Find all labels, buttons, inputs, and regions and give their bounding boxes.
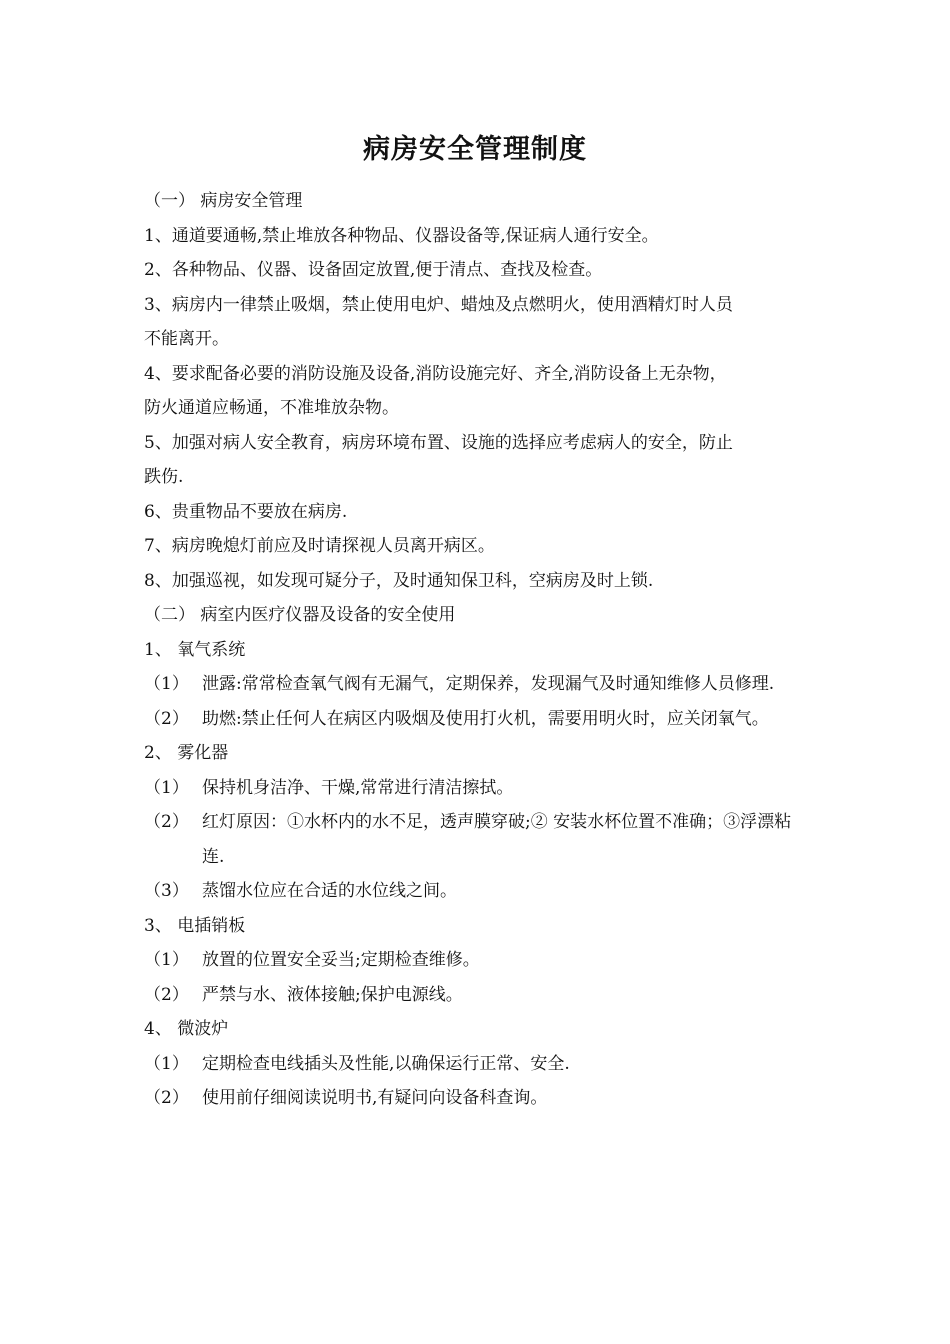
item-number: （2） — [144, 1088, 189, 1108]
item-text: 放置的位置安全妥当;定期检查维修。 — [202, 950, 480, 970]
item-text: 严禁与水、液体接触;保护电源线。 — [202, 984, 463, 1005]
item-number: （2） — [144, 708, 189, 729]
page-title: 病房安全管理制度 — [363, 134, 587, 165]
item-number: （1） — [144, 777, 189, 798]
list-item — [144, 667, 812, 702]
list-item — [144, 943, 812, 978]
list-item — [144, 1047, 812, 1082]
paragraph-line: 6、贵重物品不要放在病房. — [144, 501, 348, 522]
list-item — [144, 805, 812, 874]
item-number: （1） — [144, 1053, 189, 1074]
item-text: 保持机身洁净、干燥,常常进行清洁擦拭。 — [202, 777, 514, 798]
item-text: 蒸馏水位应在合适的水位线之间。 — [202, 881, 457, 901]
item-text: 使用前仔细阅读说明书,有疑问向设备科查询。 — [202, 1088, 548, 1108]
list-item — [144, 771, 812, 806]
paragraph-line: 2、各种物品、仪器、设备固定放置,便于清点、查找及检查。 — [144, 260, 603, 280]
list-item — [144, 978, 812, 1013]
paragraph-line: 3、病房内一律禁止吸烟，禁止使用电炉、蜡烛及点燃明火，使用酒精灯时人员 — [144, 294, 733, 315]
item-text: 助燃:禁止任何人在病区内吸烟及使用打火机，需要用明火时，应关闭氧气。 — [202, 708, 769, 729]
paragraph-line: 防火通道应畅通，不准堆放杂物。 — [144, 398, 399, 418]
list-item — [144, 874, 812, 909]
paragraph-line: 8、加强巡视，如发现可疑分子，及时通知保卫科，空病房及时上锁. — [144, 570, 654, 591]
paragraph-line: 1、通道要通畅,禁止堆放各种物品、仪器设备等,保证病人通行安全。 — [144, 225, 659, 246]
item-text: 定期检查电线插头及性能,以确保运行正常、安全. — [202, 1053, 570, 1074]
item-number: （2） — [144, 984, 189, 1005]
subsection-title: 1、 氧气系统 — [144, 639, 246, 660]
paragraph-line: 不能离开。 — [144, 329, 229, 349]
item-number: （1） — [144, 950, 189, 970]
item-number: （1） — [144, 674, 189, 694]
subsection-title: 2、 雾化器 — [144, 743, 229, 763]
item-text: 红灯原因：①水杯内的水不足，透声膜穿破;② 安装水杯位置不准确；③浮漂粘连. — [202, 812, 792, 867]
list-item — [144, 702, 812, 737]
item-number: （2） — [144, 812, 189, 832]
paragraph-line: 5、加强对病人安全教育，病房环境布置、设施的选择应考虑病人的安全，防止 — [144, 432, 733, 453]
section-heading: （二） 病室内医疗仪器及设备的安全使用 — [144, 605, 456, 625]
paragraph-line: 7、病房晚熄灯前应及时请探视人员离开病区。 — [144, 536, 495, 556]
paragraph-line: 跌伤. — [144, 467, 184, 487]
list-item — [144, 1081, 812, 1116]
subsection-title: 4、 微波炉 — [144, 1019, 229, 1039]
subsection-title: 3、 电插销板 — [144, 915, 246, 936]
paragraph-line: 4、要求配备必要的消防设施及设备,消防设施完好、齐全,消防设备上无杂物， — [144, 363, 727, 384]
item-number: （3） — [144, 881, 189, 901]
section-heading: （一） 病房安全管理 — [144, 191, 303, 211]
document-body — [144, 184, 812, 1116]
item-text: 泄露:常常检查氧气阀有无漏气，定期保养，发现漏气及时通知维修人员修理. — [202, 674, 775, 694]
